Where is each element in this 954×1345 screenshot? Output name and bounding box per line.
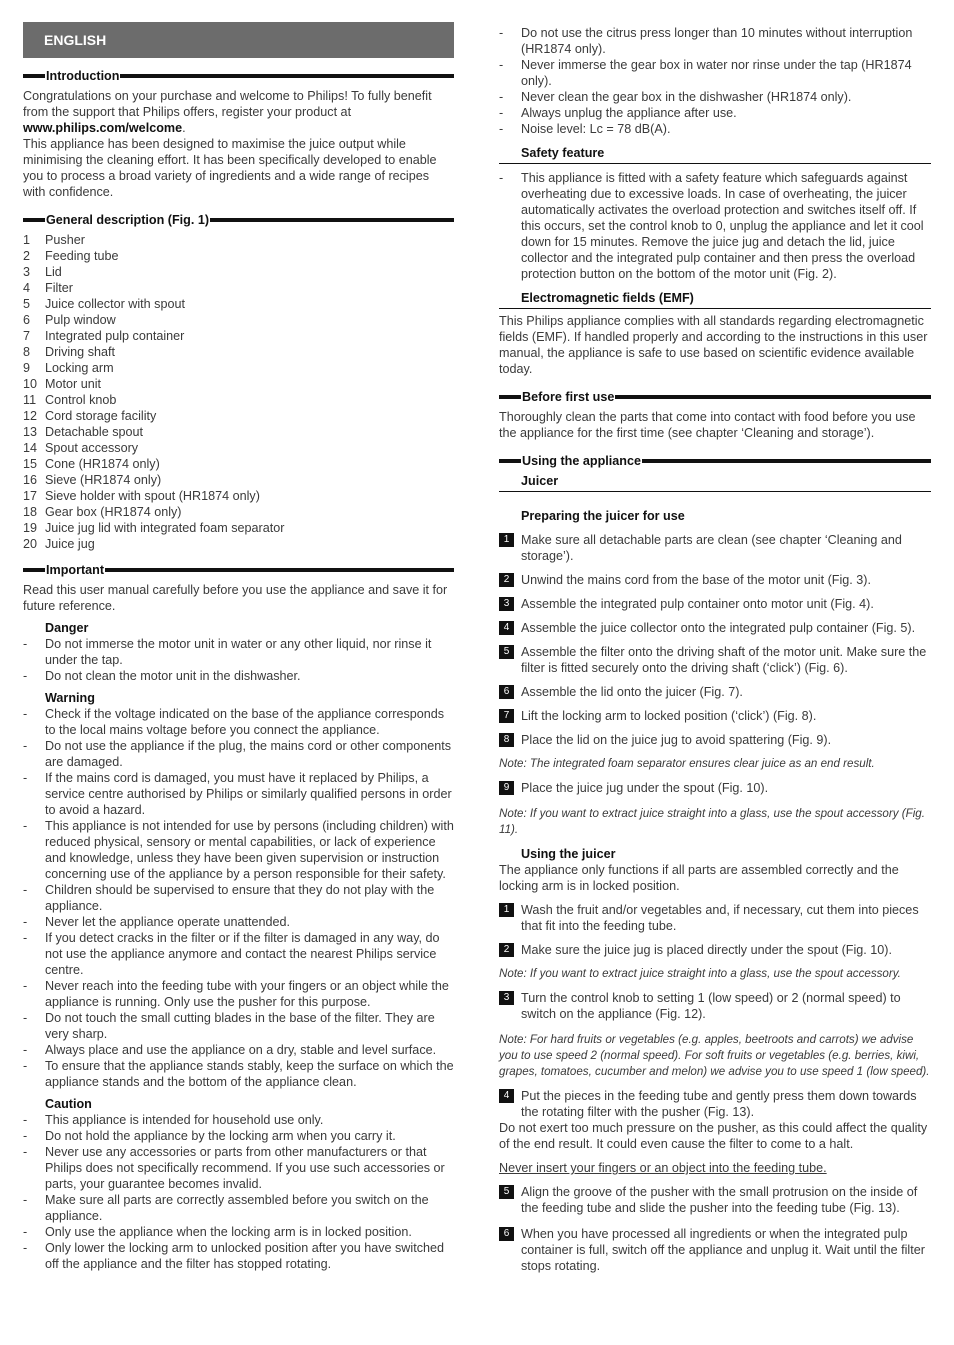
step-text: Place the lid on the juice jug to avoid spattering (Fig. 9).	[521, 733, 832, 747]
step-item	[499, 732, 931, 748]
note-hard-fruits: Note: For hard fruits or vegetables (e.g. apples, beetroots and carrots) we advise you to use speed 2 (normal speed). For soft fruits or vegetables (e.g. berries, kiwi, grapes, tomatoes, cucumber and melon) we advise you to use speed 1 (low speed).	[499, 1033, 930, 1078]
part-item	[23, 360, 454, 376]
list-item: - Do not use the appliance if the plug, the mains cord or other components are damaged.	[23, 738, 454, 770]
parts-list	[23, 232, 454, 552]
list-item: - Do not use the citrus press longer than 10 minutes without interruption (HR1874 only).	[499, 25, 931, 57]
part-number: 8	[23, 345, 31, 359]
list-item: - Always place and use the appliance on a dry, stable and level surface.	[23, 1042, 454, 1058]
step-number: 5	[499, 1185, 514, 1199]
note-glass: Note: If you want to extract juice straight into a glass, use the spout accessory.	[499, 967, 901, 980]
step-text: Assemble the integrated pulp container onto motor unit (Fig. 4).	[521, 597, 874, 611]
list-item: - This appliance is intended for household use only.	[23, 1112, 454, 1128]
warning-list	[23, 706, 454, 1090]
part-label: Sieve holder with spout (HR1874 only)	[45, 489, 260, 503]
part-label: Gear box (HR1874 only)	[45, 505, 182, 519]
list-item: - Never clean the gear box in the dishwasher (HR1874 only).	[499, 89, 931, 105]
note-spout-accessory: Note: If you want to extract juice straight into a glass, use the spout accessory (Fig. 11).	[499, 807, 925, 836]
caution-heading: Caution	[45, 1097, 92, 1111]
part-number: 18	[23, 505, 38, 519]
list-item: - Never reach into the feeding tube with your fingers or an object while the appliance is running. Only use the pusher for this purpose.	[23, 978, 454, 1010]
preparing-steps	[499, 532, 931, 748]
step-number: 9	[499, 781, 514, 795]
part-number: 5	[23, 297, 31, 311]
preparing-heading: Preparing the juicer for use	[521, 509, 685, 523]
part-number: 15	[23, 457, 38, 471]
part-item	[23, 456, 454, 472]
list-item: - Do not clean the motor unit in the dishwasher.	[23, 668, 454, 684]
step-number: 4	[499, 621, 514, 635]
part-item	[23, 536, 454, 552]
part-number: 16	[23, 473, 38, 487]
left-column	[23, 62, 454, 1272]
part-item	[23, 392, 454, 408]
list-item: - Always unplug the appliance after use.	[499, 105, 931, 121]
step-item	[499, 1226, 931, 1274]
step-item	[499, 990, 931, 1022]
part-label: Cone (HR1874 only)	[45, 457, 160, 471]
step-number: 6	[499, 1227, 514, 1241]
part-item	[23, 520, 454, 536]
step-text: Make sure the juice jug is placed directly under the spout (Fig. 10).	[521, 943, 893, 957]
section-heading-before-first-use: Before first use	[499, 389, 931, 405]
step-item	[499, 644, 931, 676]
part-number: 14	[23, 441, 38, 455]
step-item	[499, 572, 931, 588]
step-number: 8	[499, 733, 514, 747]
list-item: - Make sure all parts are correctly assembled before you switch on the appliance.	[23, 1192, 454, 1224]
step-text: Lift the locking arm to locked position (‘click’) (Fig. 8).	[521, 709, 817, 723]
part-label: Juice jug	[45, 537, 95, 551]
part-label: Control knob	[45, 393, 117, 407]
part-label: Sieve (HR1874 only)	[45, 473, 162, 487]
part-item	[23, 488, 454, 504]
step-item	[499, 684, 931, 700]
part-number: 7	[23, 329, 31, 343]
step-text: Assemble the filter onto the driving shaft of the motor unit. Make sure the filter is fitted securely onto the driving shaft (‘click’) (Fig. 6).	[521, 645, 927, 675]
step-number: 2	[499, 943, 514, 957]
warning-heading: Warning	[45, 691, 95, 705]
using-juicer-heading: Using the juicer	[521, 847, 616, 861]
step-text: Make sure all detachable parts are clean (see chapter ‘Cleaning and storage’).	[521, 533, 902, 563]
part-number: 2	[23, 249, 31, 263]
part-number: 17	[23, 489, 38, 503]
step-text: Align the groove of the pusher with the small protrusion on the inside of the feeding tube and slide the pusher into the feeding tube (Fig. 13).	[521, 1185, 918, 1215]
step-number: 4	[499, 1089, 514, 1103]
part-label: Pulp window	[45, 313, 116, 327]
step-text: Unwind the mains cord from the base of the motor unit (Fig. 3).	[521, 573, 871, 587]
part-label: Cord storage facility	[45, 409, 157, 423]
step-item	[499, 532, 931, 564]
safety-list	[499, 170, 931, 282]
step-text: Turn the control knob to setting 1 (low speed) or 2 (normal speed) to switch on the appliance (Fig. 12).	[521, 991, 901, 1021]
step-text: Assemble the lid onto the juicer (Fig. 7).	[521, 685, 743, 699]
part-label: Locking arm	[45, 361, 114, 375]
part-label: Driving shaft	[45, 345, 115, 359]
list-item: - Only use the appliance when the locking arm is in locked position.	[23, 1224, 454, 1240]
part-number: 12	[23, 409, 38, 423]
part-label: Spout accessory	[45, 441, 139, 455]
part-number: 10	[23, 377, 38, 391]
important-paragraph: Read this user manual carefully before you use the appliance and save it for future reference.	[23, 583, 448, 613]
step-text: Assemble the juice collector onto the integrated pulp container (Fig. 5).	[521, 621, 916, 635]
juicer-heading: Juicer	[499, 473, 931, 492]
caution-list	[23, 1112, 454, 1272]
part-item	[23, 248, 454, 264]
right-column	[499, 25, 931, 1274]
list-item: - This appliance is fitted with a safety feature which safeguards against overheating due to excessive loads. In case of overheating, the juicer automatically activates the overload protection and switches itself off. If this occurs, set the control knob to 0, unplug the appliance and let it cool down for 15 minutes. Remove the juice jug and detach the lid, juice collector and the integrated pulp container and then press the overload protection button on the bottom of the motor unit (Fig. 2).	[499, 170, 931, 282]
step-text: When you have processed all ingredients or when the integrated pulp container is full, switch off the appliance and unplug it. Wait until the filter stops rotating.	[521, 1227, 925, 1273]
part-number: 4	[23, 281, 31, 295]
part-item	[23, 296, 454, 312]
step-number: 7	[499, 709, 514, 723]
list-item: - Never immerse the gear box in water nor rinse under the tap (HR1874 only).	[499, 57, 931, 89]
step-item	[499, 902, 931, 934]
step-item	[499, 596, 931, 612]
part-item	[23, 232, 454, 248]
step-number: 1	[499, 533, 514, 547]
step-number: 3	[499, 991, 514, 1005]
list-item: - Never use any accessories or parts from other manufacturers or that Philips does not specifically recommend. If you use such accessories or parts, your guarantee becomes invalid.	[23, 1144, 454, 1192]
part-item	[23, 472, 454, 488]
list-item: - Noise level: Lc = 78 dB(A).	[499, 121, 931, 137]
part-number: 1	[23, 233, 31, 247]
part-label: Juice jug lid with integrated foam separator	[45, 521, 285, 535]
part-item	[23, 344, 454, 360]
never-insert-warning: Never insert your fingers or an object into the feeding tube.	[499, 1161, 827, 1175]
step-number: 6	[499, 685, 514, 699]
step-number: 5	[499, 645, 514, 659]
danger-list	[23, 636, 454, 684]
part-item	[23, 328, 454, 344]
part-item	[23, 408, 454, 424]
step-text: Place the juice jug under the spout (Fig. 10).	[521, 781, 769, 795]
part-number: 13	[23, 425, 38, 439]
list-item: - This appliance is not intended for use by persons (including children) with reduced physical, sensory or mental capabilities, or lack of experience and knowledge, unless they have been given supervision or instruction concerning use of the appliance by a person responsible for their safety.	[23, 818, 454, 882]
using-juicer-paragraph: The appliance only functions if all parts are assembled correctly and the locking arm is in locked position.	[499, 863, 899, 893]
safety-feature-heading: Safety feature	[499, 145, 931, 164]
list-item: - Only lower the locking arm to unlocked position after you have switched off the appliance and the filter has stopped rotating.	[23, 1240, 454, 1272]
danger-heading: Danger	[45, 621, 89, 635]
list-item: - If the mains cord is damaged, you must have it replaced by Philips, a service centre authorised by Philips or similarly qualified persons in order to avoid a hazard.	[23, 770, 454, 818]
list-item: - Check if the voltage indicated on the base of the appliance corresponds to the local mains voltage before you connect the appliance.	[23, 706, 454, 738]
emf-paragraph: This Philips appliance complies with all standards regarding electromagnetic fields (EMF). If handled properly and according to the instructions in this user manual, the appliance is safe to use based on scientific evidence available today.	[499, 314, 928, 376]
language-header: ENGLISH	[23, 22, 454, 58]
part-item	[23, 312, 454, 328]
before-first-use-paragraph: Thoroughly clean the parts that come into contact with food before you use the appliance for the first time (see chapter ‘Cleaning and storage’).	[499, 410, 916, 440]
part-number: 19	[23, 521, 38, 535]
part-number: 6	[23, 313, 31, 327]
part-item	[23, 424, 454, 440]
list-item: - Never let the appliance operate unattended.	[23, 914, 454, 930]
step-number: 1	[499, 903, 514, 917]
part-number: 9	[23, 361, 31, 375]
part-label: Detachable spout	[45, 425, 144, 439]
step-item	[499, 1088, 931, 1120]
part-label: Filter	[45, 281, 73, 295]
part-number: 3	[23, 265, 31, 279]
list-item: - Do not touch the small cutting blades in the base of the filter. They are very sharp.	[23, 1010, 454, 1042]
step-item	[499, 708, 931, 724]
philips-welcome-link[interactable]: www.philips.com/welcome	[23, 121, 183, 135]
pressure-paragraph: Do not exert too much pressure on the pusher, as this could affect the quality of the end result. It could even cause the filter to come to a halt.	[499, 1121, 928, 1151]
step-item	[499, 620, 931, 636]
list-item: - Children should be supervised to ensure that they do not play with the appliance.	[23, 882, 454, 914]
step-number: 2	[499, 573, 514, 587]
part-item	[23, 440, 454, 456]
note-foam-separator: Note: The integrated foam separator ensures clear juice as an end result.	[499, 757, 875, 770]
list-item: - Do not immerse the motor unit in water or any other liquid, nor rinse it under the tap.	[23, 636, 454, 668]
step-item	[499, 1184, 931, 1216]
list-item: - To ensure that the appliance stands stably, keep the surface on which the appliance stands and the bottom of the appliance clean.	[23, 1058, 454, 1090]
part-label: Lid	[45, 265, 62, 279]
section-heading-general-description: General description (Fig. 1)	[23, 212, 454, 228]
part-label: Pusher	[45, 233, 85, 247]
intro-paragraph: Congratulations on your purchase and welcome to Philips! To fully benefit from the support that Philips offers, register your product at www.philips.com/welcome.	[23, 89, 432, 135]
step-item	[499, 780, 931, 796]
step-number: 3	[499, 597, 514, 611]
emf-heading: Electromagnetic fields (EMF)	[499, 290, 931, 309]
part-number: 11	[23, 393, 37, 407]
section-heading-using-the-appliance: Using the appliance	[499, 453, 931, 469]
part-label: Juice collector with spout	[45, 297, 185, 311]
step-text: Wash the fruit and/or vegetables and, if necessary, cut them into pieces that fit into the feeding tube.	[521, 903, 919, 933]
part-item	[23, 280, 454, 296]
part-number: 20	[23, 537, 38, 551]
part-item	[23, 264, 454, 280]
list-item: - If you detect cracks in the filter or if the filter is damaged in any way, do not use the appliance anymore and contact the nearest Philips service centre.	[23, 930, 454, 978]
list-item: - Do not hold the appliance by the locking arm when you carry it.	[23, 1128, 454, 1144]
caution-continued-list	[499, 25, 931, 137]
section-heading-introduction: Introduction	[23, 68, 454, 84]
step-text: Put the pieces in the feeding tube and gently press them down towards the rotating filter with the pusher (Fig. 13).	[521, 1089, 917, 1119]
section-heading-important: Important	[23, 562, 454, 578]
part-item	[23, 376, 454, 392]
part-label: Feeding tube	[45, 249, 119, 263]
intro-paragraph-2: This appliance has been designed to maximise the juice output while minimising the cleaning effort. It has been specifically developed to enable you to process a broad variety of ingredients and a wide range of recipes with confidence.	[23, 137, 437, 199]
part-label: Integrated pulp container	[45, 329, 185, 343]
part-label: Motor unit	[45, 377, 101, 391]
part-item	[23, 504, 454, 520]
step-item	[499, 942, 931, 958]
